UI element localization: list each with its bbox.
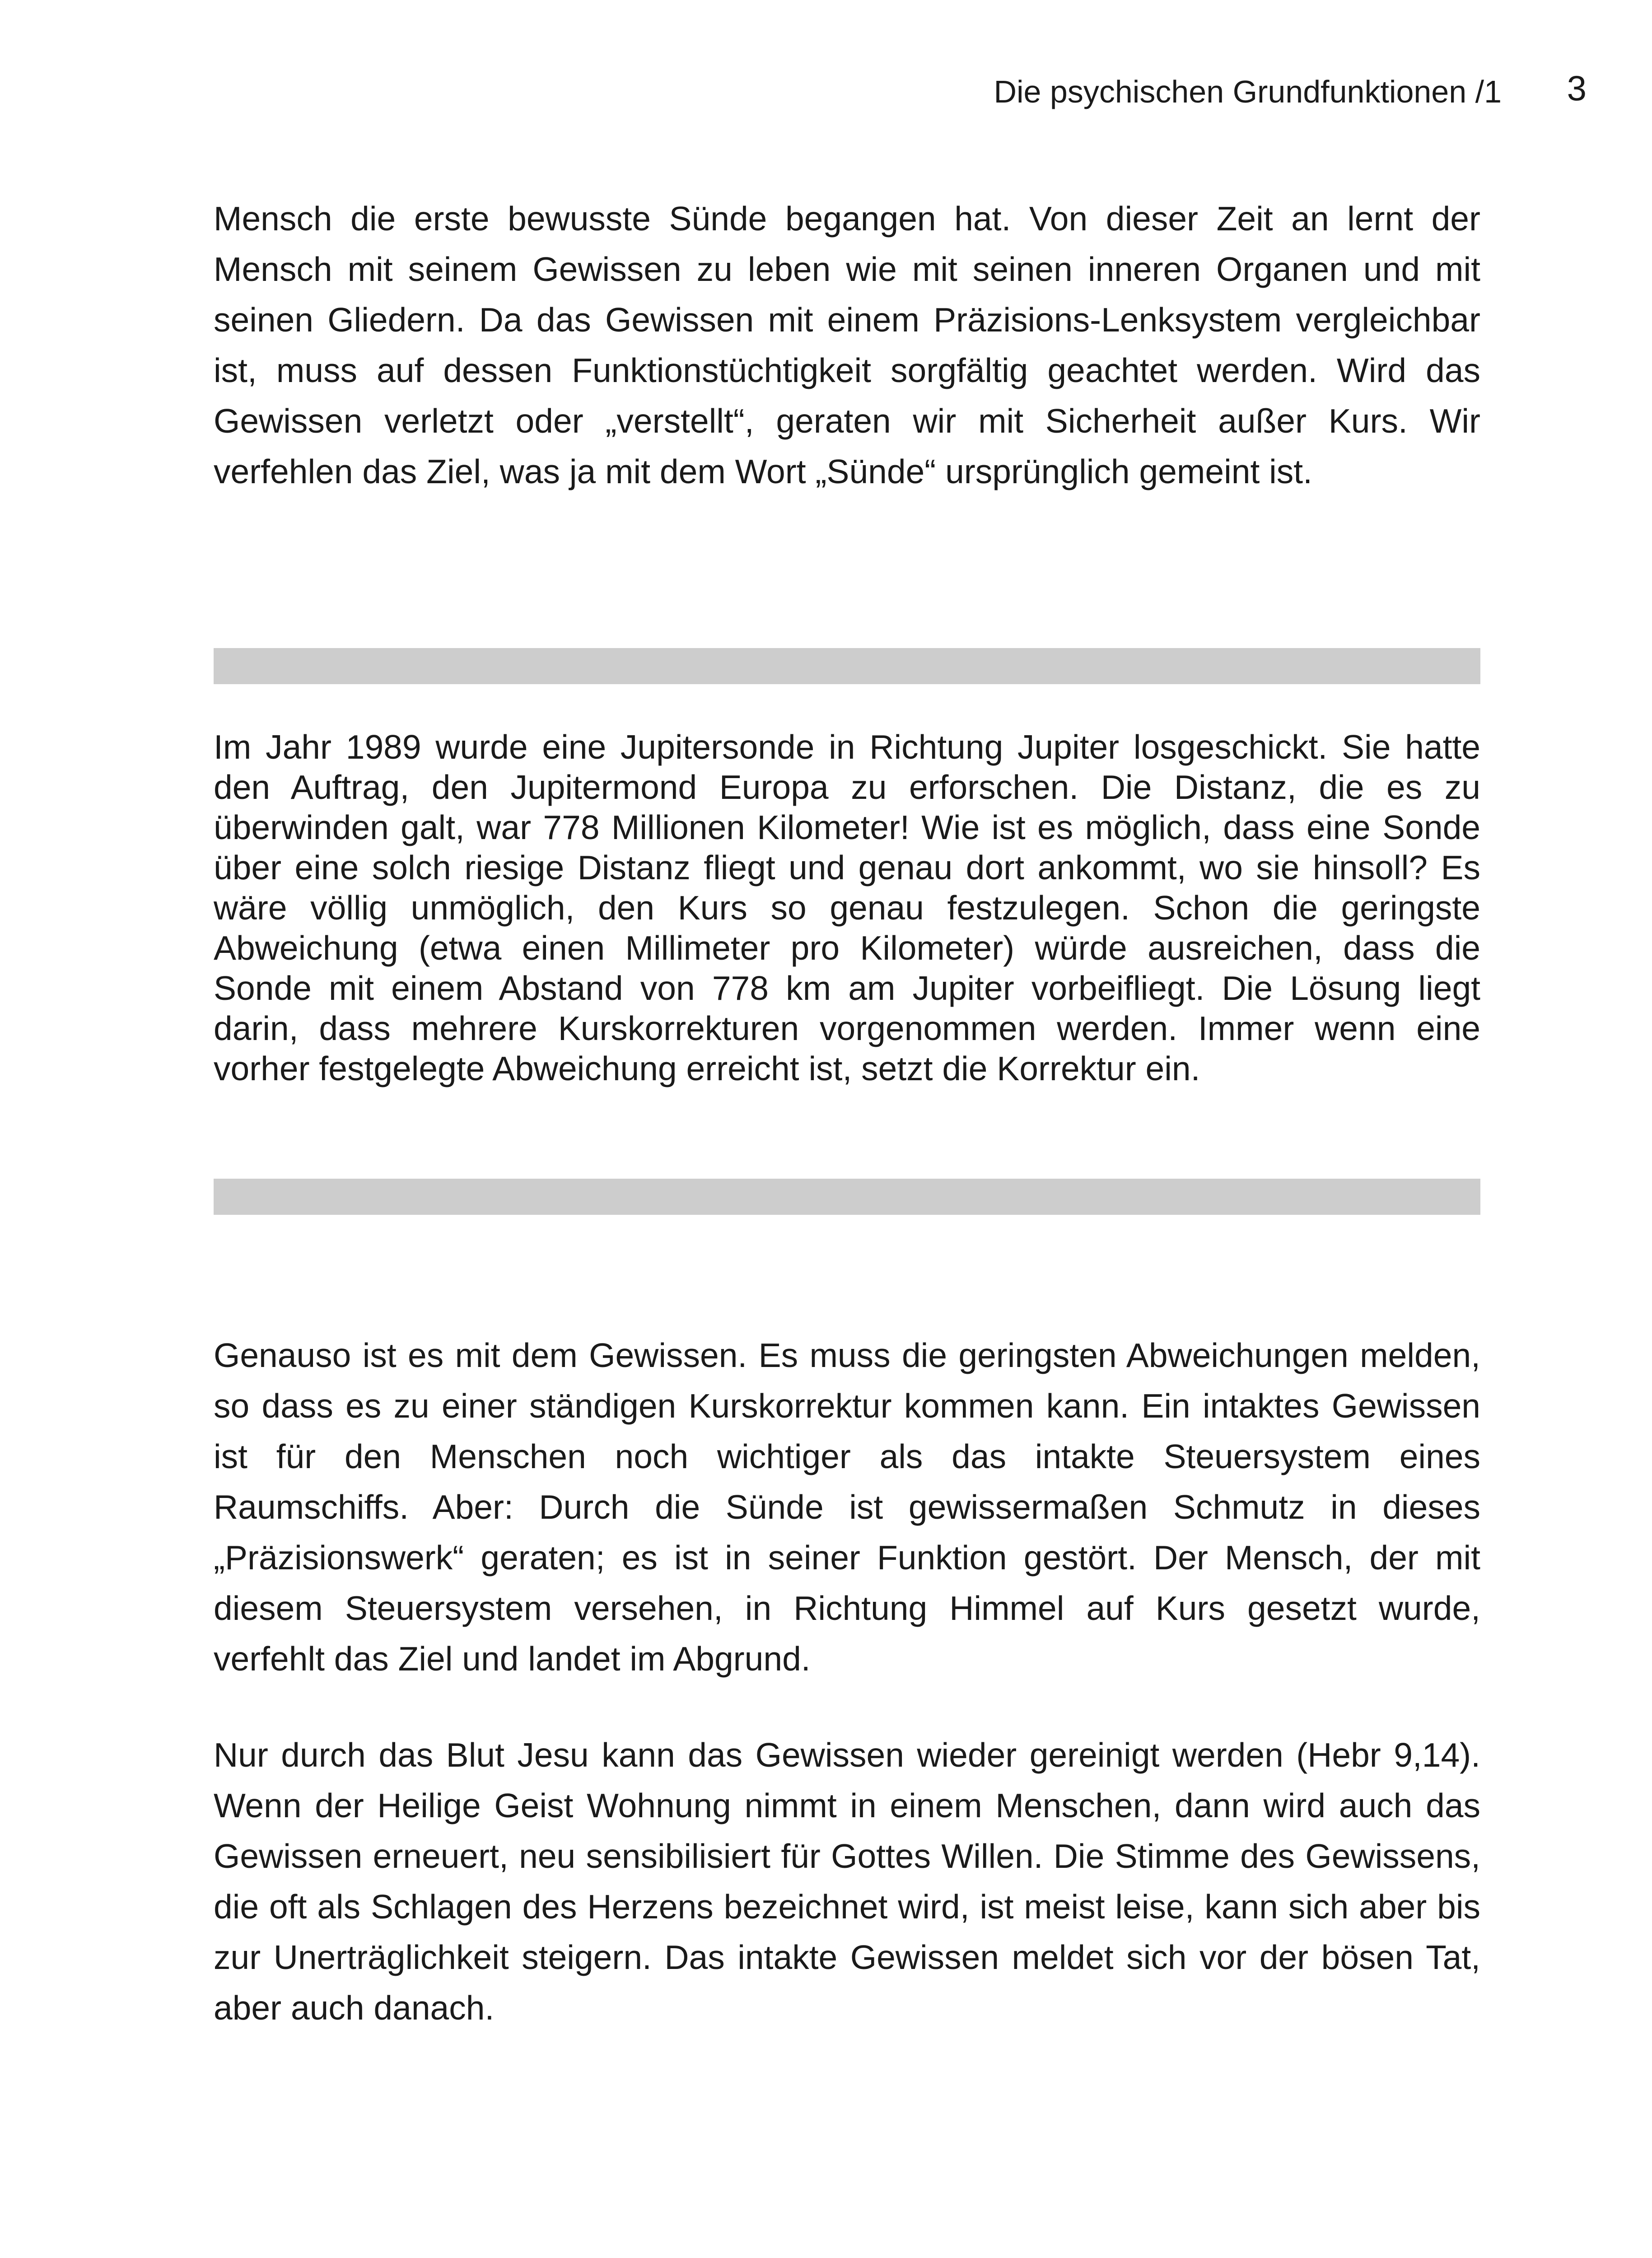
running-head: Die psychischen Grundfunktionen /1 — [994, 74, 1502, 109]
body-paragraph-3: Nur durch das Blut Jesu kann das Gewissen wieder gereinigt werden (Hebr 9,14). Wenn der Heilige Geist Wohnung nimmt in einem Menschen, dann wird auch das Gewissen erneuert, neu sensibilisiert für Gottes Willen. Die Stimme des Gewissens, die oft als Schlagen des Herzens bezeichnet wird, ist meist leise, kann sich aber bis zur Unerträglichkeit steigern. Das intakte Gewissen meldet sich vor der bösen Tat, aber auch danach. — [214, 1736, 1480, 2027]
box-bottom-rule — [214, 1179, 1480, 1215]
body-paragraph-2: Genauso ist es mit dem Gewissen. Es muss die geringsten Abweichungen melden, so dass es zu einer ständigen Kurskorrektur kommen kann. Ein intaktes Gewissen ist für den Menschen noch wichtiger als das intakte Steuersystem eines Raumschiffs. Aber: Durch die Sünde ist gewissermaßen Schmutz in dieses „Präzisionswerk“ geraten; es ist in seiner Funktion gestört. Der Mensch, der mit diesem Steuersystem versehen, in Richtung Himmel auf Kurs gesetzt wurde, verfehlt das Ziel und landet im Abgrund. — [214, 1336, 1480, 1678]
jupiter-probe-box-text: Im Jahr 1989 wurde eine Jupitersonde in Richtung Jupiter losgeschickt. Sie hatte den Auftrag, den Jupitermond Europa zu erforschen. Die Distanz, die es zu überwinden galt, war 778 Millionen Kilometer! Wie ist es möglich, dass eine Sonde über eine solch riesige Distanz fliegt und genau dort ankommt, wo sie hinsoll? Es wäre völlig unmöglich, den Kurs so genau festzulegen. Schon die geringste Abweichung (etwa einen Millimeter pro Kilometer) würde ausreichen, dass die Sonde mit einem Abstand von 778 km am Jupiter vorbeifliegt. Die Lösung liegt darin, dass mehrere Kurskorrekturen vorgenommen werden. Immer wenn eine vorher festgelegte Abweichung erreicht ist, setzt die Korrektur ein. — [214, 728, 1480, 1087]
body-paragraph-1: Mensch die erste bewusste Sünde begangen hat. Von dieser Zeit an lernt der Mensch mit seinem Gewissen zu leben wie mit seinen inneren Organen und mit seinen Gliedern. Da das Gewissen mit einem Präzisions-Lenksystem vergleichbar ist, muss auf dessen Funktionstüchtigkeit sorgfältig geachtet werden. Wird das Gewissen verletzt oder „verstellt“, geraten wir mit Sicherheit außer Kurs. Wir verfehlen das Ziel, was ja mit dem Wort „Sünde“ ursprünglich gemeint ist. — [214, 200, 1480, 490]
box-top-rule — [214, 648, 1480, 684]
page-number: 3 — [1567, 68, 1587, 108]
